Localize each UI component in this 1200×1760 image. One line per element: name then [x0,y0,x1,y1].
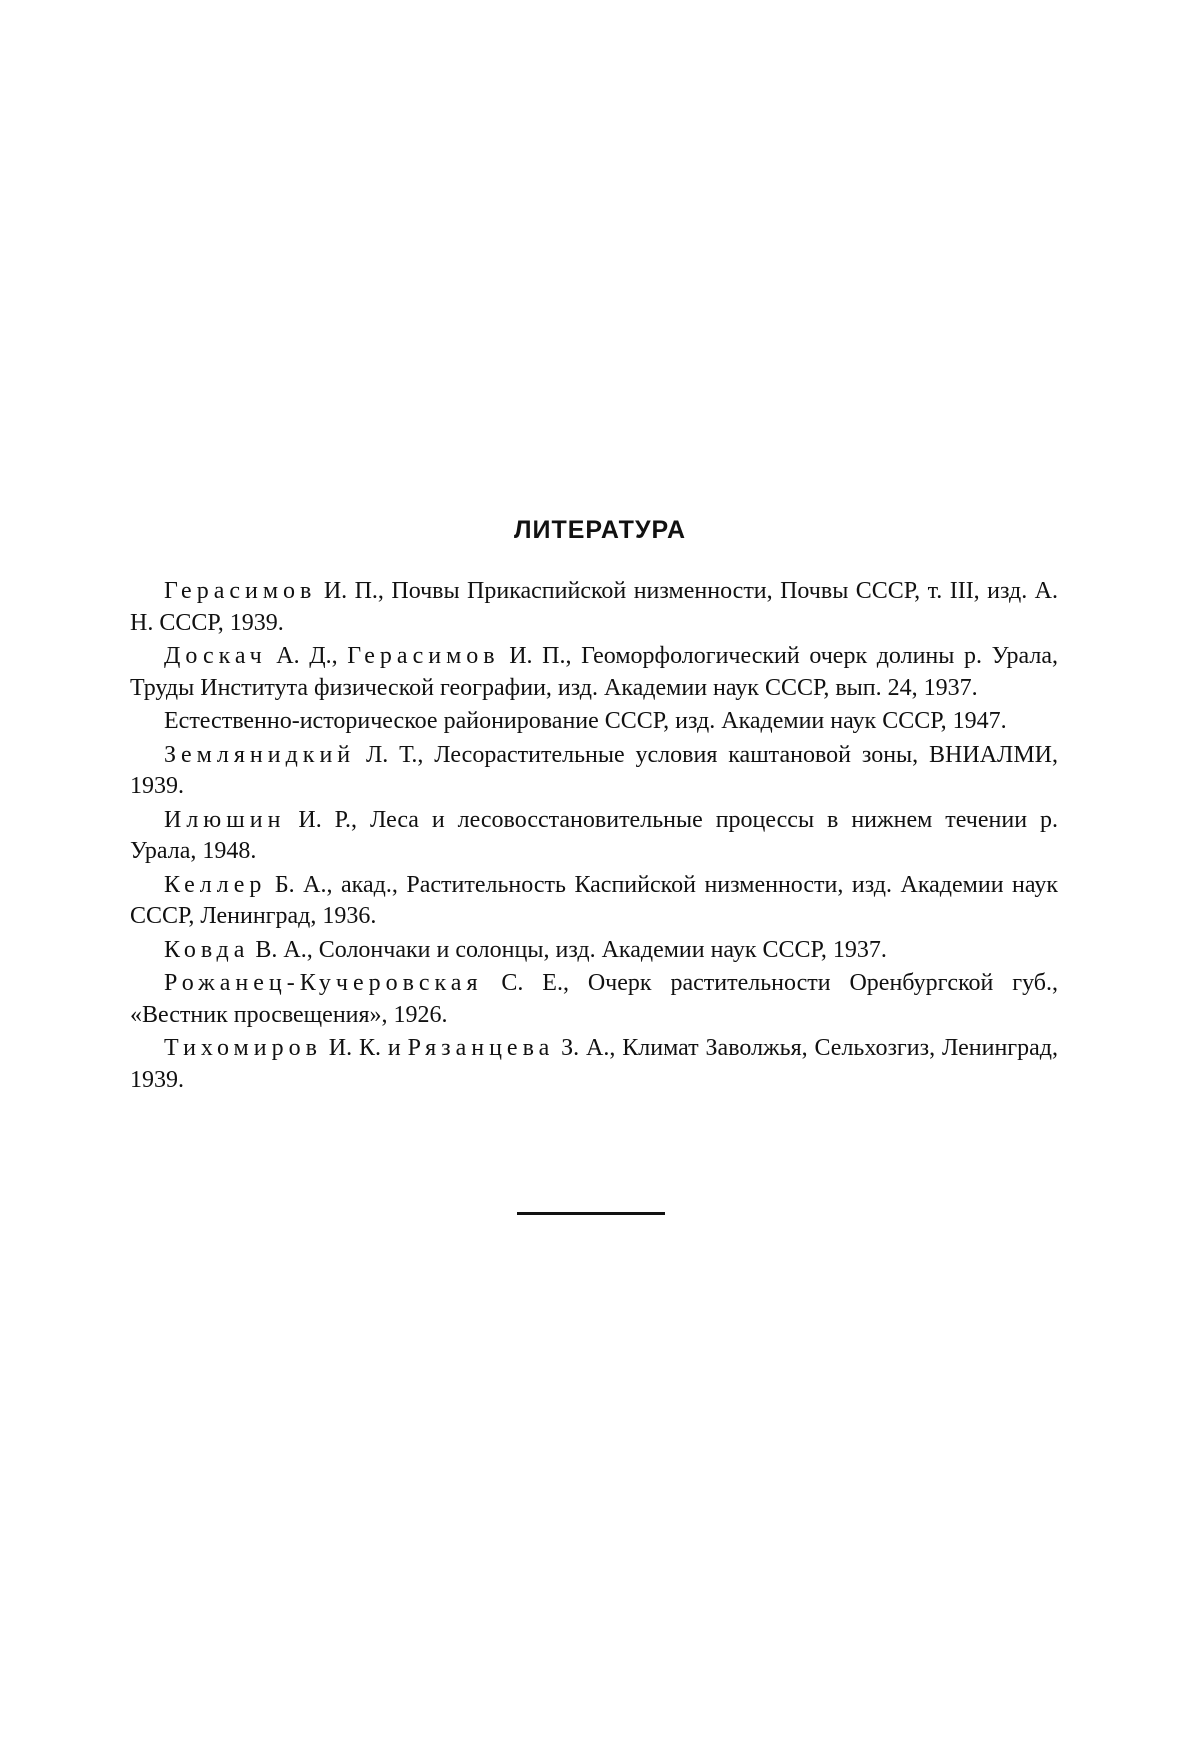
reference-author: Герасимов [347,643,500,669]
reference-author: Герасимов [164,578,317,604]
page-title: ЛИТЕРАТУРА [513,516,687,544]
reference-text: В. А., Солончаки и солонцы, изд. Академии наук СССР, 1937. [249,936,887,963]
reference-author: Рязанцева [407,1035,555,1061]
reference-author: Келлер [164,871,267,898]
reference-item [130,870,1058,933]
reference-item [130,706,1058,738]
reference-item [130,935,1058,967]
reference-text: И. Р., Леса и лесовосстановительные процессы в нижнем течении р. Урала, 1948. [130,806,1058,864]
reference-author: Землянидкий [164,741,356,768]
reference-text: И. П., Геоморфологический очерк долины р. Урала, Труды Института физической географии, изд. Академии наук СССР, вып. 24, 1937. [130,643,1058,701]
reference-item [130,641,1058,704]
reference-author: Тихомиров [164,1035,322,1061]
reference-author: Доскач [164,643,267,669]
reference-text: И. К. и [321,1035,408,1061]
end-divider [517,1212,665,1215]
reference-text: Л. Т., Лесорастительные условия каштановой зоны, ВНИАЛМИ, 1939. [130,741,1058,799]
reference-text: С. Е., Очерк растительности Оренбургской губ., «Вестник просвещения», 1926. [130,970,1058,1028]
reference-list [130,576,1058,1098]
reference-text: Б. А., акад., Растительность Каспийской низменности, изд. Академии наук СССР, Ленинград, 1936. [130,871,1058,929]
reference-item [130,968,1058,1031]
reference-text: И. П., Почвы Прикаспийской низменности, Почвы СССР, т. III, изд. А. Н. СССР, 1939. [130,578,1058,636]
reference-author: Илюшин [164,806,286,833]
reference-item [130,740,1058,803]
reference-author: Рожанец-Кучеровская [164,970,483,996]
reference-text: Естественно-историческое районирование СССР, изд. Академии наук СССР, 1947. [164,708,1007,734]
reference-text: З. А., Климат Заволжья, Сельхозгиз, Ленинград, 1939. [130,1035,1058,1093]
reference-author: Ковда [164,936,250,963]
reference-text: А. Д., [266,643,348,669]
reference-item [130,1033,1058,1096]
reference-item [130,576,1058,639]
reference-item [130,805,1058,868]
